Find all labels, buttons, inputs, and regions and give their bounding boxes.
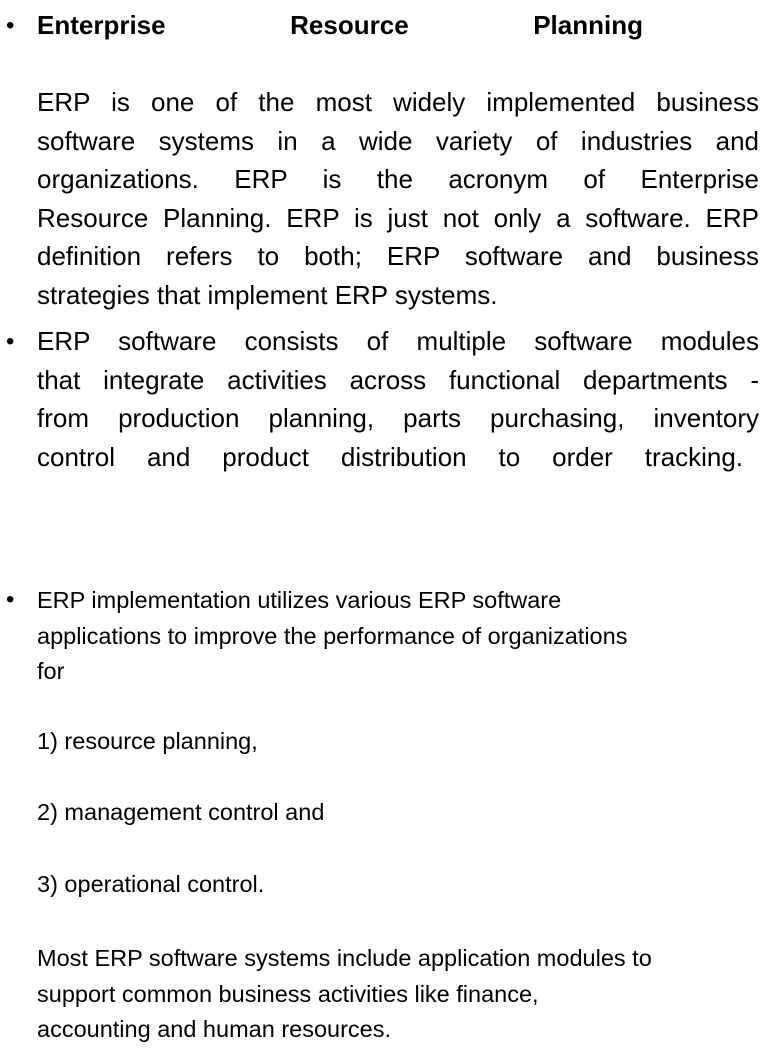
paragraph-line: organizations. ERP is the acronym of Enterprise: [37, 164, 759, 194]
bullet-3: •: [6, 586, 15, 613]
title-word-enterprise: Enterprise: [37, 10, 166, 40]
paragraph-line: support common business activities like finance,: [37, 980, 539, 1007]
paragraph-line: ERP is one of the most widely implemented business: [37, 87, 759, 117]
list-item-resource-planning: 1) resource planning,: [37, 728, 258, 754]
title-word-planning: Planning: [533, 10, 643, 40]
paragraph-line: ERP software consists of multiple software modules: [37, 326, 759, 356]
paragraph-line: Resource Planning. ERP is just not only a software. ERP: [37, 202, 759, 233]
list-item-operational-control: 3) operational control.: [37, 871, 265, 897]
closing-paragraph: [37, 941, 759, 1048]
bullet-1: •: [6, 12, 15, 39]
list-item-management-control: 2) management control and: [37, 799, 325, 825]
paragraph-line: for: [37, 658, 65, 684]
bullet-2: •: [6, 328, 15, 355]
erp-modules-paragraph: [37, 322, 759, 476]
paragraph-line: strategies that implement ERP systems.: [37, 279, 498, 310]
paragraph-line: accounting and human resources.: [37, 1016, 392, 1042]
paragraph-line: definition refers to both; ERP software and business: [37, 241, 759, 271]
page-title: [37, 6, 643, 44]
paragraph-line: software systems in a wide variety of industries and: [37, 125, 759, 156]
paragraph-line: that integrate activities across functional departments -: [37, 364, 759, 395]
paragraph-line: ERP implementation utilizes various ERP software: [37, 587, 562, 613]
paragraph-line: control and product distribution to order tracking.: [37, 441, 743, 472]
paragraph-line: Most ERP software systems include application modules to: [37, 945, 652, 971]
erp-implementation-paragraph: [37, 583, 759, 690]
erp-definition-paragraph: [37, 83, 759, 314]
title-word-resource: Resource: [290, 10, 409, 40]
paragraph-line: applications to improve the performance of organizations: [37, 622, 628, 649]
paragraph-line: from production planning, parts purchasing, inventory: [37, 403, 759, 433]
